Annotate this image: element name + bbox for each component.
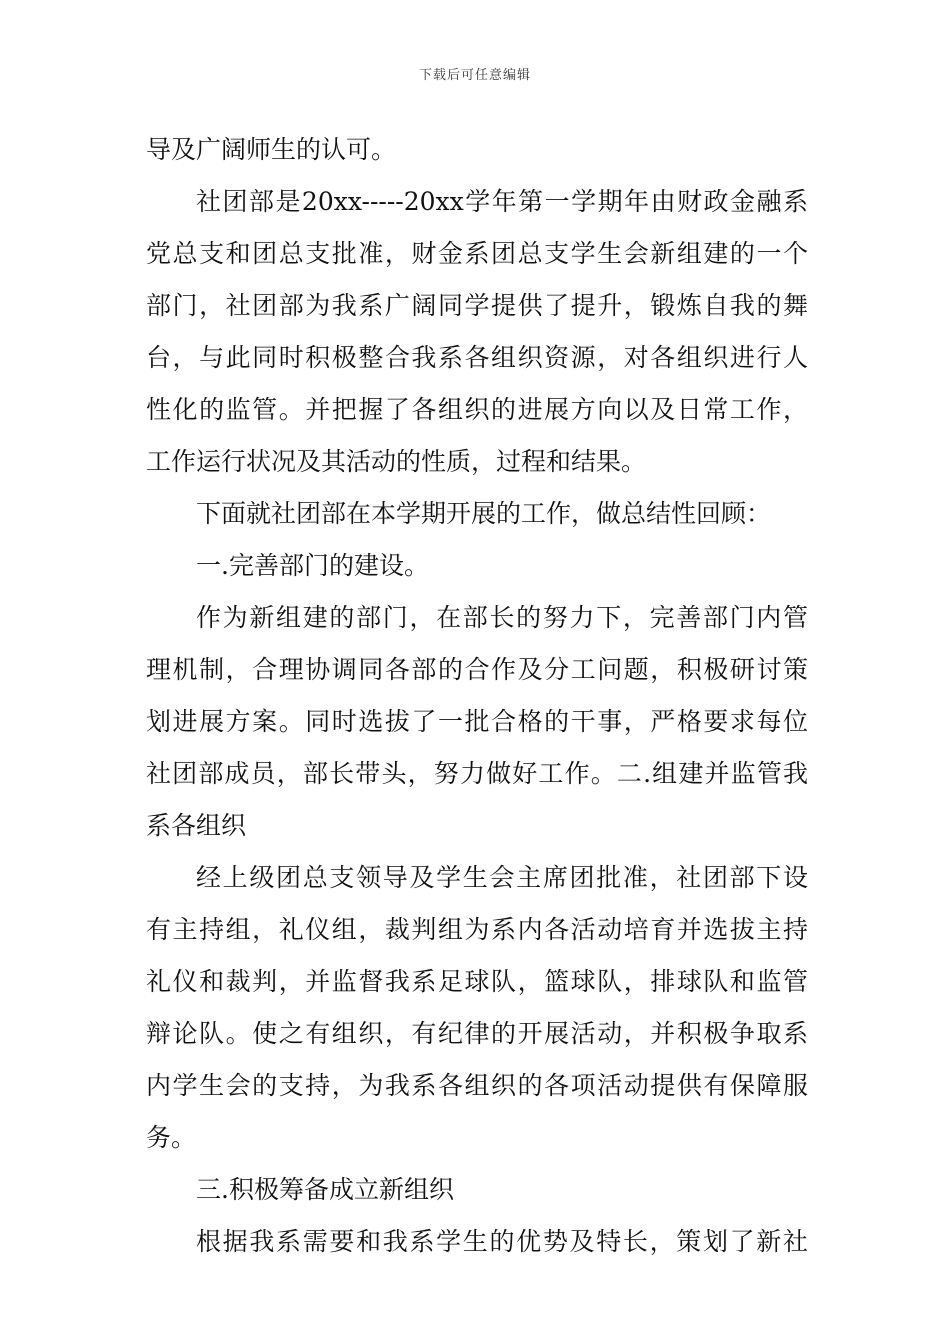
text-line: 经上级团总支领导及学生会主席团批准，社团部下设 xyxy=(196,863,808,892)
document-body xyxy=(146,124,808,1268)
text-line: 礼仪和裁判，并监督我系足球队，篮球队，排球队和监管 xyxy=(146,967,808,996)
text-line: 社团部成员，部长带头，努力做好工作。二.组建并监管我 xyxy=(146,759,808,788)
text-line: 务。 xyxy=(146,1123,197,1152)
text-line: 内学生会的支持，为我系各组织的各项活动提供有保障服 xyxy=(146,1071,808,1100)
section-heading: 三.积极筹备成立新组织 xyxy=(196,1175,454,1204)
text-line: 理机制，合理协调同各部的合作及分工问题，积极研讨策 xyxy=(146,655,808,684)
text-line: 划进展方案。同时选拔了一批合格的干事，严格要求每位 xyxy=(146,707,808,736)
text-line: 社团部是20xx-----20xx学年第一学期年由财政金融系 xyxy=(196,187,808,216)
text-line: 工作运行状况及其活动的性质，过程和结果。 xyxy=(146,447,647,476)
text-line: 作为新组建的部门，在部长的努力下，完善部门内管 xyxy=(196,603,808,632)
text-line: 性化的监管。并把握了各组织的进展方向以及日常工作， xyxy=(146,395,808,424)
text-line: 系各组织 xyxy=(146,811,247,840)
text-line: 辩论队。使之有组织，有纪律的开展活动，并积极争取系 xyxy=(146,1019,808,1048)
text-line: 下面就社团部在本学期开展的工作，做总结性回顾： xyxy=(196,499,772,528)
page-header-note: 下载后可任意编辑 xyxy=(418,68,531,83)
text-line: 部门，社团部为我系广阔同学提供了提升，锻炼自我的舞 xyxy=(146,291,808,320)
text-line: 根据我系需要和我系学生的优势及特长，策划了新社 xyxy=(196,1227,808,1256)
text-line: 台，与此同时积极整合我系各组织资源，对各组织进行人 xyxy=(146,343,808,372)
section-heading: 一.完善部门的建设。 xyxy=(196,551,429,580)
text-line: 导及广阔师生的认可。 xyxy=(146,135,397,164)
text-line: 党总支和团总支批准，财金系团总支学生会新组建的一个 xyxy=(146,239,808,268)
text-line: 有主持组，礼仪组，裁判组为系内各活动培育并选拔主持 xyxy=(146,915,808,944)
